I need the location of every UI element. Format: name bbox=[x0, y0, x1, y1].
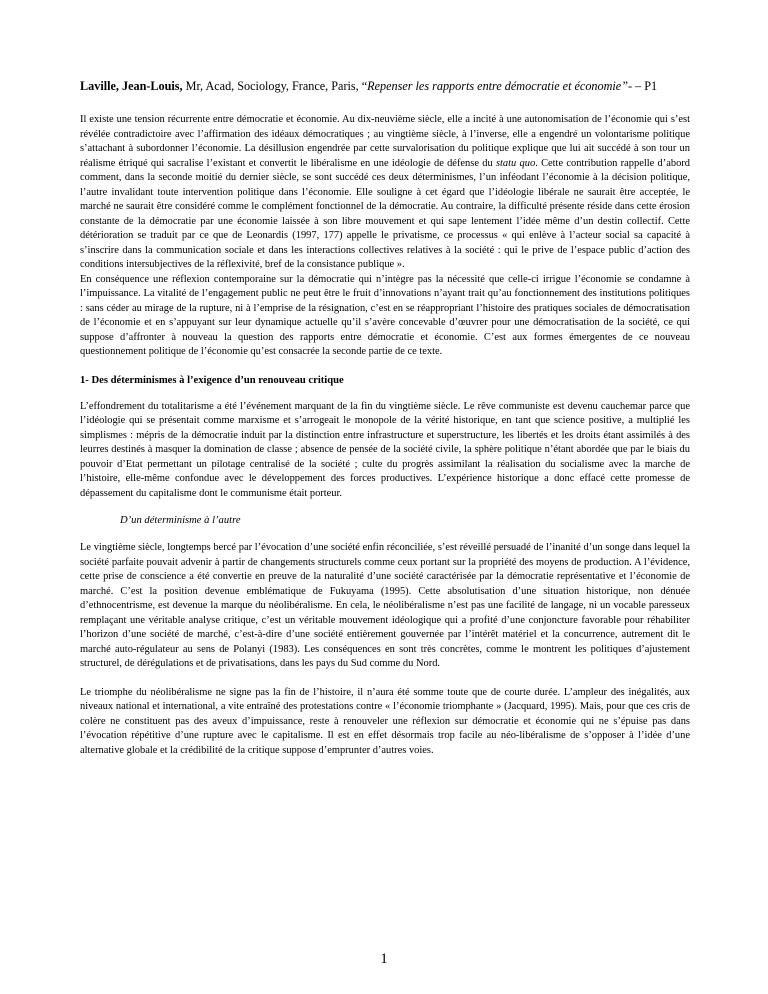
section-1-subtitle: D’un déterminisme à l’autre bbox=[120, 515, 241, 526]
header-suffix: - – P1 bbox=[627, 79, 658, 93]
author-meta: Mr, Acad, Sociology, France, Paris, “ bbox=[182, 79, 368, 93]
page-number: 1 bbox=[380, 951, 388, 967]
section-1-paragraph-2: Le vingtième siècle, longtemps bercé par l’évocation d’une société enfin réconciliée, s’est réveillé persuadé de l’inanité d’un songe dans lequel la société parfaite pouvait advenir à partir de changements structurels comme ceux portant sur la propriété des moyens de production. A l’évidence, cette prise de conscience a été convertie en preuve de la naturalité d’une société caractérisée par la démocratie représentative et l’économie de marché. C’est la position devenue emblématique de Fukuyama (1995). Cette absolutisation d’une situation historique, non dénuée d’ethnocentrisme, est devenue la marque du néolibéralisme. En cela, le néolibéralisme n’est pas une facilité de langage, ni un vocable paresseux remplaçant une véritable analyse critique, c’est un véritable mouvement idéologique qui a profité d’une conjoncture favorable pour réhabiliter l’horizon d’une société de marché, c’est-à-dire d’une société entièrement gouvernée par l’intérêt matériel et la concurrence, autrement dit le marché auto-régulateur au sens de Polanyi (1983). Les conséquences en sont très concrètes, comme le montrent les politiques d’ajustement structurel, de dérégulations et de privatisations, dans les pays du Sud comme du Nord. bbox=[80, 542, 690, 669]
document-header bbox=[80, 78, 690, 94]
author-name: Laville, Jean-Louis, bbox=[80, 79, 183, 93]
article-title: Repenser les rapports entre démocratie et économie” bbox=[367, 79, 628, 93]
statu-quo-term: statu quo bbox=[495, 157, 536, 169]
intro-paragraph-1: Il existe une tension récurrente entre démocratie et économie. Au dix-neuvième siècle, elle a incité à une autonomisation de l’économie qui s’est révélée contradictoire avec l’affirmation des idéaux démocratiques ; au vingtième siècle, à l’inverse, elle a engendré un volontarisme politique s’attachant à subordonner l’économie. La désillusion engendrée par cette survalorisation du politique explique que lui ait succédé à son tour un réalisme étriqué qui sacralise l’existant et convertit le libéralisme en une idéologie de défense du statu quo. Cette contribution rappelle d’abord comment, dans la seconde moitié du dernier siècle, se sont succédé ces deux déterminismes, l’un inféodant l’économie à la décision politique, l’autre invalidant toute intervention politique dans l’économie. Elle souligne à cet égard que l’idéologie libérale ne saurait être acceptée, le marché ne saurait être considéré comme le complément fonctionnel de la démocratie. Au contraire, la difficulté présente réside dans cette érosion constante de la démocratie par une économie laissée à son libre mouvement et qui sape lentement l’idée même d’un destin collectif. Cette détérioration se traduit par ce que de Leonardis (1997, 177) appelle le privatisme, ce processus « qui enlève à l’acteur social sa capacité à s’inscrire dans la communication sociale et dans les interactions collectives relatives à la société : qui le prive de l’espace public d’action des conditions intersubjectives de la réflexivité, bref de la consistance publique ». bbox=[80, 114, 690, 270]
intro-paragraph-2: En conséquence une réflexion contemporaine sur la démocratie qui n’intègre pas la nécessité que celle-ci irrigue l’économie se condamne à l’impuissance. La vitalité de l’engagement public ne peut être le fruit d’innovations n’ayant trait qu’au fonctionnement des institutions politiques : sans céder au mirage de la rupture, ni à l’emprise de la résignation, c’est en se réappropriant l’histoire des pratiques sociales de démocratisation de l’économie et en s’appuyant sur leur dynamique actuelle qu’il s’avère concevable d’œuvrer pour une démocratisation de la société, ce qui suppose d’affronter à nouveau la question des rapports entre démocratie et économie. C’est aux formes émergentes de ce nouveau questionnement politique de l’économie qu’est consacrée la seconde partie de ce texte. bbox=[80, 273, 690, 357]
section-1-paragraph-3: Le triomphe du néolibéralisme ne signe pas la fin de l’histoire, il n’aura été somme toute que de courte durée. L’ampleur des inégalités, aux niveaux national et international, a vite entraîné des protestations contre « l’économie triomphante » (Jacquard, 1995). Mais, pour que ces cris de colère ne constituent pas des aveux d’impuissance, reste à renouveler une réflexion sur démocratie et économie qui ne s’épuise pas dans l’évocation répétitive d’une rupture avec le capitalisme. Il est en effet désormais trop facile au néo-libéralisme de s’opposer à l’idée d’une alternative globale et la crédibilité de la critique suppose d’emprunter d’autres voies. bbox=[80, 686, 690, 756]
document-page bbox=[80, 78, 690, 758]
section-1-title: 1- Des déterminismes à l’exigence d’un renouveau critique bbox=[80, 374, 344, 386]
section-1-paragraph-1: L’effondrement du totalitarisme a été l’événement marquant de la fin du vingtième siècle. Le rêve communiste est devenu cauchemar parce que l’idéologie qui se présentait comme marxisme et s’arrogeait le monopole de la vérité historique, en tant que science positive, a multiplié les simplismes : mépris de la démocratie induit par la distinction entre infrastructure et superstructure, les libertés et les droits étant assimilés à des leurres destinés à masquer la domination de classe ; absence de pensée de la société civile, la sphère politique n’étant abordée que par le biais du pouvoir d’Etat permettant un pilotage centralisé de la société ; culte du progrès assimilant la réalisation du socialisme avec la marche de l’histoire, elle-même confondue avec le développement des forces productives. L’expérience historique a donc effacé cette promesse de dépassement du capitalisme dont le communisme était porteur. bbox=[80, 400, 690, 499]
